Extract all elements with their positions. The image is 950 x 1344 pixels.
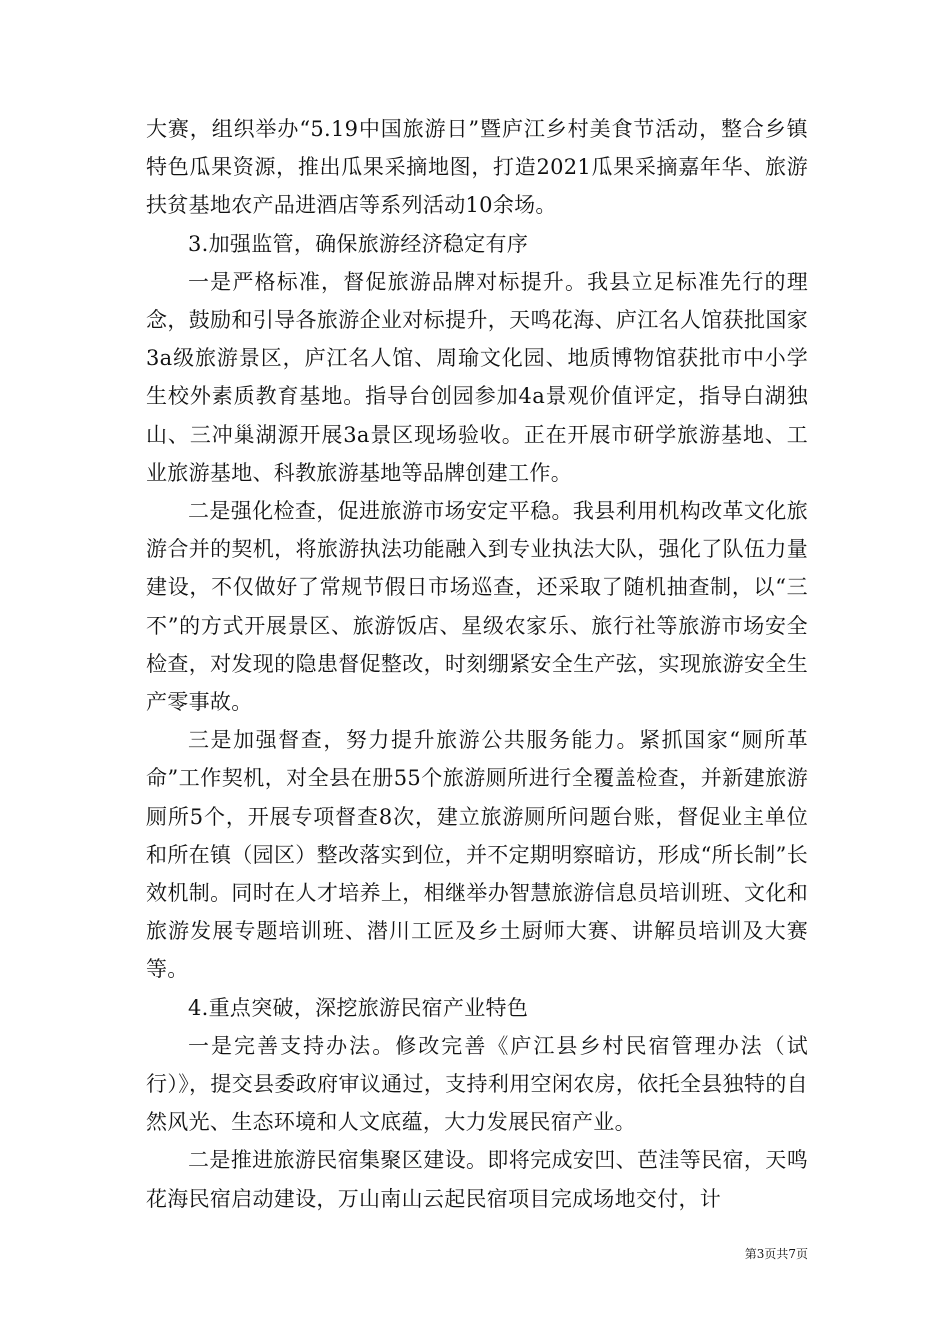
paragraph-supervision: 三是加强督查，努力提升旅游公共服务能力。紧抓国家“厕所革命”工作契机，对全县在册55个旅游厕所进行全覆盖检查，并新建旅游厕所5个，开展专项督查8次，建立旅游厕所问题台账，督促业主单位和所在镇（园区）整改落实到位，并不定期明察暗访，形成“所长制”长效机制。同时在人才培养上，相继举办智慧旅游信息员培训班、文化和旅游发展专题培训班、潜川工匠及乡土厨师大赛、讲解员培训及大赛等。 bbox=[146, 728, 808, 982]
section-heading-3: 3.加强监管，确保旅游经济稳定有序 bbox=[188, 231, 529, 256]
page-number: 第3页共7页 bbox=[744, 1247, 808, 1261]
paragraph-inspection: 二是强化检查，促进旅游市场安定平稳。我县利用机构改革文化旅游合并的契机，将旅游执法功能融入到专业执法大队，强化了队伍力量建设，不仅做好了常规节假日市场巡查，还采取了随机抽查制，以“三不”的方式开展景区、旅游饭店、星级农家乐、旅行社等旅游市场安全检查，对发现的隐患督促整改，时刻绷紧安全生产弦，实现旅游安全生产零事故。 bbox=[146, 499, 808, 715]
paragraph-support-measures: 一是完善支持办法。修改完善《庐江县乡村民宿管理办法（试行）》，提交县委政府审议通过，支持利用空闲农房，依托全县独特的自然风光、生态环境和人文底蕴，大力发展民宿产业。 bbox=[146, 1033, 808, 1135]
paragraph-continued: 大赛，组织举办“5.19中国旅游日”暨庐江乡村美食节活动，整合乡镇特色瓜果资源，推出瓜果采摘地图，打造2021瓜果采摘嘉年华、旅游扶贫基地农产品进酒店等系列活动10余场。 bbox=[146, 117, 808, 218]
paragraph-standards: 一是严格标准，督促旅游品牌对标提升。我县立足标准先行的理念，鼓励和引导各旅游企业对标提升，天鸣花海、庐江名人馆获批国家3a级旅游景区，庐江名人馆、周瑜文化园、地质博物馆获批市中小学生校外素质教育基地。指导台创园参加4a景观价值评定，指导白湖独山、三冲巢湖源开展3a景区现场验收。正在开展市研学旅游基地、工业旅游基地、科教旅游基地等品牌创建工作。 bbox=[146, 269, 808, 485]
body-text bbox=[146, 110, 808, 1218]
paragraph-homestay-cluster: 二是推进旅游民宿集聚区建设。即将完成安凹、芭洼等民宿，天鸣花海民宿启动建设，万山南山云起民宿项目完成场地交付，计 bbox=[146, 1148, 808, 1211]
section-heading-4: 4.重点突破，深挖旅游民宿产业特色 bbox=[188, 995, 529, 1020]
